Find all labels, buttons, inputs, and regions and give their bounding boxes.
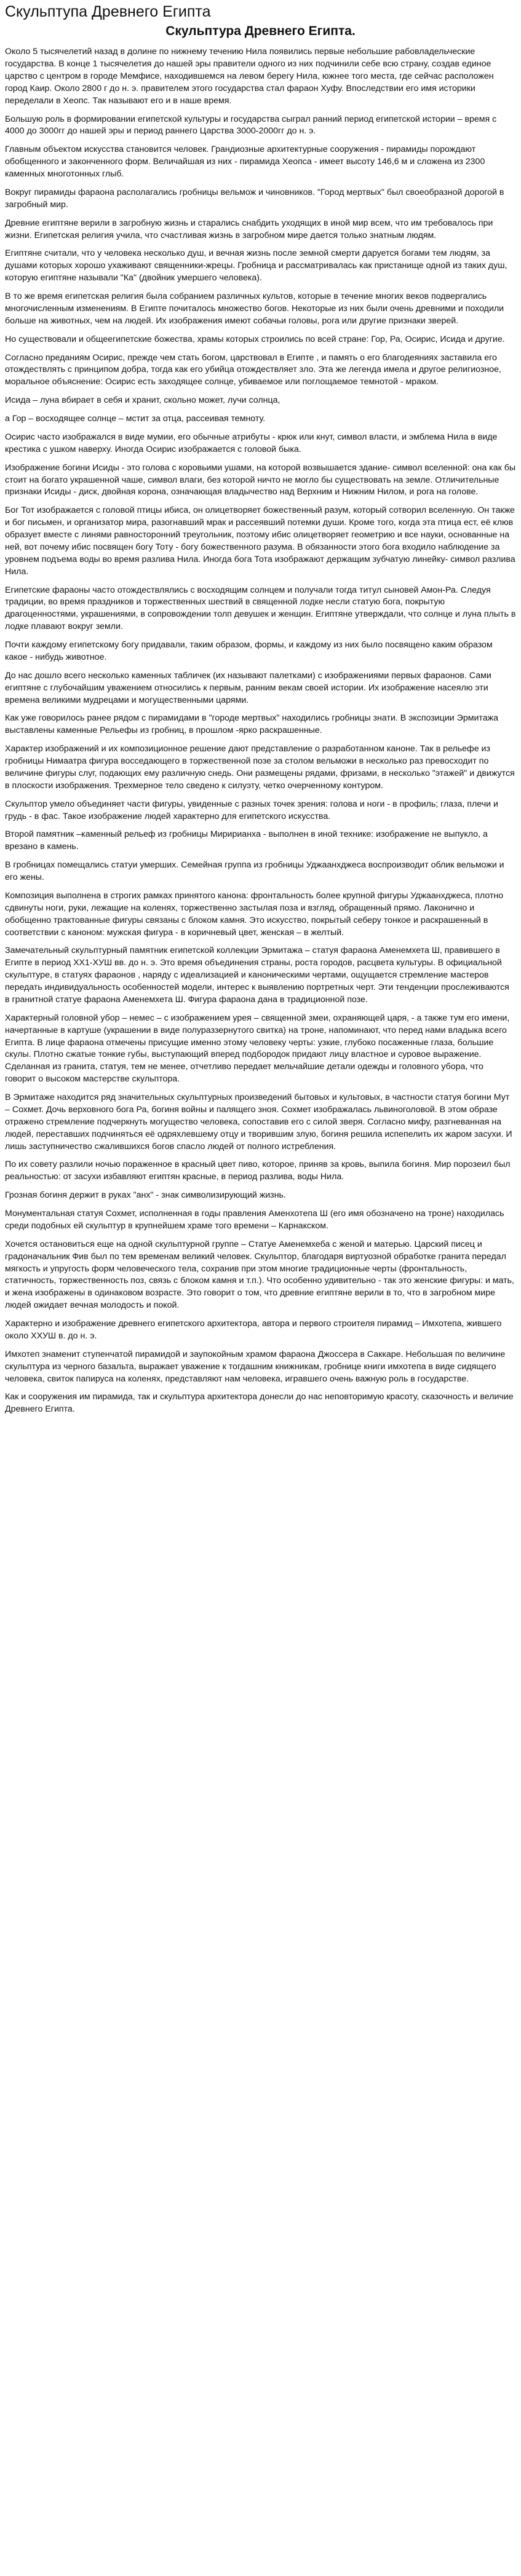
paragraph: Но существовали и общеегипетские божества, храмы которых строились по всей стране: Гор, Ра, Осирис, Исида и другие. — [5, 334, 505, 344]
paragraph: Замечательный скульптурный памятник египетской коллекции Эрмитажа – статуя фараона Аменемхета Ш, правившего в Египте в период ХХ1-ХУШ вв. до н. э. Это время объединения страны, роста городов, расцвета культуры. В официальной скульптуре, в статуях фараонов , наряду с идеализацией и каноническими чертами, ощущается стремление мастеров передать индивидуальность особенностей модели, интерес к выявлению портретных черт. Эти тенденции прослеживаются в гранитной статуе фараона Аменемхета Ш. Фигура фараона дана в традиционной позе. — [5, 946, 509, 1005]
paragraph: Характерный головной убор – немес – с изображением урея – священной змеи, охраняющей царя, - а также тум его имени, начертанные в картуше (украшении в виде полураззернутого свитка) на троне, напоминают, что перед нами владыка всего Египта. В лице фараона отмечены присущие именно этому человеку черты: узкие, глубоко посаженные глаза, большие скулы. Плотно сжатые тонкие губы, выступающий вперед подбородок придают лицу властное и суровое выражение. Сделанная из гранита, статуя, тем не менее, отчетливо передает мельчайшие детали одежды и головного убора, что говорит о высоком мастерстве скульптора. — [5, 1013, 510, 1085]
document-subtitle: Скульптура Древнего Египта. — [165, 24, 356, 38]
paragraph: Египетские фараоны часто отождествлялись с восходящим солнцем и получали тогда титул сыновей Амон-Ра. Следуя традиции, во время праздников и торжественных шествий в священной лодке несли статую бога, покрытую драгоценностями, украшениями, в сопровождении толп девушек и женщин. Египтяне утверждали, что солнце и луна плыть в лодке плавают вокруг земли. — [5, 585, 516, 632]
paragraph: По их совету разлили ночью пораженное в красный цвет пиво, которое, приняв за кровь, выпила богиня. Мир порозеил был реальностью: от засухи избавляют египтян красные, в период разлива, воды Нила. — [5, 1160, 511, 1182]
paragraph: Хочется остановиться еще на одной скульптурной группе – Статуе Аменемхеба с женой и матерью. Царский писец и градоначальник Фив был по тем временам великий человек. Скульптор, благодаря виртуозной обработке гранита передал мягкость и упругость форм человеческого тела, сохранив при этом многие традиционные черты (фронтальность, статичность, торжественность поз, связь с блоком камня и т.п.). Что особенно удивительно - так это женские фигуры: и мать, и жена изображены в одинаковом возрасте. Это говорит о том, что древние египтяне верили в то, что в загробном мире людей ожидает вечная молодость и покой. — [5, 1239, 514, 1311]
document-body — [5, 46, 516, 1416]
paragraph: В Эрмитаже находится ряд значительных скульптурных произведений бытовых и культовых, в частности статуя богини Мут – Сохмет. Дочь верховного бога Ра, богиня войны и палящего зноя. Сохмет изображалась львиноголовой. В этом образе отражено стремление подчеркнуть могущество человека, сопоставив его с силой зверя. Согласно мифу, разгневанная на людей, переставших подчиняться её одряхлевшему отцу и творившим злую, богиня решила испепелить их жаром засухи. И лишь заступничество сжалившихся богов спасло людей от полного истребления. — [5, 1092, 512, 1152]
paragraph: Характерно и изображение древнего египетского архитектора, автора и первого строителя пирамид – Имхотепа, жившего около ХХУШ в. до н. э. — [5, 1319, 502, 1341]
paragraph: Имхотеп знаменит ступенчатой пирамидой и заупокойным храмом фараона Джоссера в Саккаре. Небольшая по величине скульптура из черного базальта, выражает уважение к тогдашним книжникам, гробнице книги имхотепа в виде сидящего человека, свиток папируса на коленях, представляют нам человека, игравшего очень важную роль в государстве. — [5, 1349, 506, 1384]
paragraph: Характер изображений и их композиционное решение дают представление о разработанном каноне. Так в рельефе из гробницы Нимаатра фигура восседающего в торжественной позе за столом вельможи в несколько раз превосходит по величине фигуры слуг, подающих ему различную снедь. Они размещены рядами, фризами, в несколько "этажей" и движутся в плоскости изображения. Трехмерное тело сведено к силуэту, четко очерченному контуром. — [5, 744, 515, 791]
paragraph: Главным объектом искусства становится человек. Грандиозные архитектурные сооружения - пирамиды порождают обобщенного и законченного форм. Величайшая из них - пирамида Хеопса - имеет высоту 146,6 м и сложена из 2300 каменных многотонных глыб. — [5, 144, 485, 180]
paragraph: Скульптор умело объединяет части фигуры, увиденные с разных точек зрения: голова и ноги - в профиль; глаза, плечи и грудь - в фас. Такое изображение людей характерно для египетского искусства. — [5, 799, 498, 821]
paragraph: Вокруг пирамиды фараона располагались гробницы вельмож и чиновников. "Город мертвых" был своеобразной дорогой в загробный мир. — [5, 187, 504, 210]
paragraph: Как и сооружения им пирамида, так и скульптура архитектора донесли до нас неповторимую красоту, сказочность и величие Древнего Египта. — [5, 1392, 514, 1415]
paragraph: Согласно преданиям Осирис, прежде чем стать богом, царствовал в Египте , и память о его благодеяниях заставила его отождествлять с принципом добра, тогда как его убийца отождествляет зло. Эта же легенда имела и другое религиозное, моральное объяснение: Осирис есть заходящее солнце, убиваемое или поглощаемое темнотой - мраком. — [5, 352, 501, 387]
paragraph: Почти каждому египетскому богу придавали, таким образом, формы, и каждому из них было посвящено каким образом какое - нибудь животное. — [5, 640, 493, 662]
paragraph: а Гор – восходящее солнце – мстит за отца, рассеивая темноту. — [5, 414, 266, 424]
paragraph: Как уже говорилось ранее рядом с пирамидами в "городе мертвых" находились гробницы знати. В экспозиции Эрмитажа выставлены каменные Рельефы из гробниц, в прошлом -ярко раскрашенные. — [5, 713, 499, 736]
paragraph: Грозная богиня держит в руках "анх" - знак символизирующий жизнь. — [5, 1190, 286, 1201]
paragraph: Большую роль в формировании египетской культуры и государства сыграл ранний период египетской истории – время с 4000 до 3000гг до нашей эры и период раннего Царства 3000-2000гг до н. э. — [5, 114, 497, 136]
document-title: Скульптупа Древнего Египта — [5, 3, 211, 20]
paragraph: Бог Тот изображается с головой птицы ибиса, он олицетворяет божественный разум, который сотворил вселенную. Он также и бог письмен, и организатор мира, разогнавший мрак и рассеявший потемки души. Кроме того, когда эта птица ест, её клюв образует вместе с линями равносторонний треугольник, поэтому ибис олицетворяет геометрию и все науки, основанные на ней, вот почему ибис посвящен богу Тоту - богу божественного разума. В обязанности этого бога входило наблюдение за уровнем подъема воды во время разлива Нила. Иногда бога Тота изображают держащим зубчатую линейку- символ разлива Нила. — [5, 505, 515, 577]
paragraph: В гробницах помещались статуи умерших. Семейная группа из гробницы Уджаанхджеса воспроизводит облик вельможи и его жены. — [5, 860, 504, 883]
paragraph: Изображение богини Исиды - это голова с коровьими ушами, на которой возвышается здание- символ вселенной: она как бы стоит на богато украшенной чаше, символ влаги, без которой ничто не могло бы существовать на земле. Отличительные признаки Исиды - диск, двойная корона, означающая владычество над Верхним и Нижним Нилом, и рога на голове. — [5, 462, 516, 497]
paragraph: До нас дошло всего несколько каменных табличек (их называют палетками) с изображениями первых фараонов. Сами египтяне с глубочайшим уважением относились к первым, ранним векам своей истории. Их изображение насеялю эти времена великими мудрецами и могущественными царями. — [5, 670, 491, 705]
paragraph: Египтяне считали, что у человека несколько душ, и вечная жизнь после земной смерти даруется богами тем людям, за душами которых хорошо ухаживают священники-жрецы. Гробница и рассматривалась как пристанище одной из таких душ, которую египтяне называли "Ка" (двойник умершего человека). — [5, 248, 507, 283]
paragraph: Второй памятник –каменный рельеф из гробницы Миририанха - выполнен в иной технике: изображение не выпукло, а врезано в камень. — [5, 829, 488, 852]
paragraph: Монументальная статуя Сохмет, исполненная в годы правления Аменхотепа Ш (его имя обозначено на троне) находилась среди подобных ей скульптур в крупнейшем храме того времени – Карнакском. — [5, 1209, 504, 1231]
paragraph: Исида – луна вбирает в себя и хранит, скольно может, лучи солнца, — [5, 395, 280, 406]
paragraph: Около 5 тысячелетий назад в долине по нижнему течению Нила появились первые небольшие рабовладельческие государства. В конце 1 тысячелетия до нашей эры правители одного из них подчинили себе всю страну, создав единое царство с центром в городе Мемфисе, находившемся на левом берегу Нила, южнее того места, где сейчас расположен город Каир. Около 2800 г до н. э. правителем этого государства стал фараон Хуфу. Впоследствии его имя историки переделали в Хеопс. Так называют его и в наше время. — [5, 47, 494, 106]
paragraph: В то же время египетская религия была собранием различных культов, которые в течение многих веков подвергались многочисленным изменениям. В Египте почиталось множество богов. Некоторые из них были очень древними и походили больше на животных, чем на людей. Их изображения имеют собачьи головы, рога или другие признаки зверей. — [5, 291, 504, 326]
paragraph: Осирис часто изображался в виде мумии, его обычные атрибуты - крюк или кнут, символ власти, и эмблема Нила в виде крестика с ушком наверху. Иногда Осирис изображается с головой быка. — [5, 432, 498, 454]
paragraph: Композиция выполнена в строгих рамках принятого канона: фронтальность более крупной фигуры Уджаанхджеса, плотно сдвинуты ноги, руки, лежащие на коленях, торжественно застылая поза и взгляд, обращенный прямо. Лаконично и обобщенно трактованные фигуры связаны с блоком камня. Это искусство, покрытый себеру тонкое и раскрашенный в соответствии с каноном: мужская фигура - в коричневый цвет, женская – в желтый. — [5, 890, 504, 938]
paragraph: Древние египтяне верили в загробную жизнь и старались снабдить уходящих в иной мир всем, что им требовалось при жизни. Египетская религия учила, что счастливая жизнь в загробном мире дается только знатным людям. — [5, 218, 493, 240]
